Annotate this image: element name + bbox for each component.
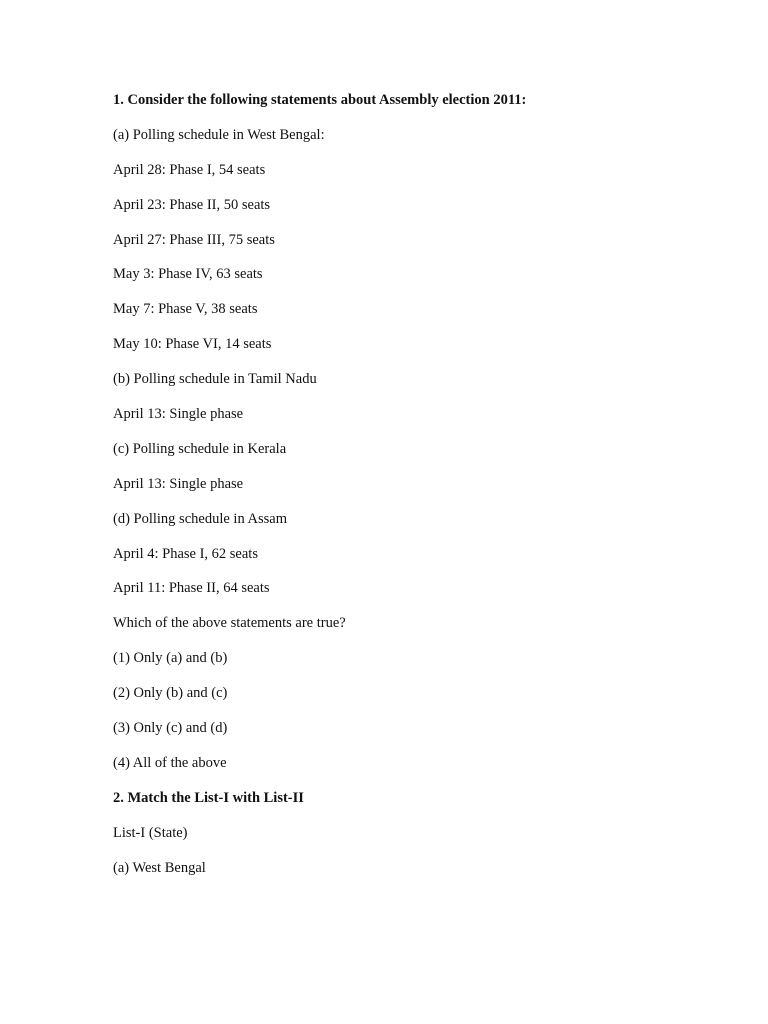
west-bengal-label: (a) Polling schedule in West Bengal: (113, 126, 325, 143)
answer-option-4: (4) All of the above (113, 754, 227, 771)
west-bengal-phase-2: April 23: Phase II, 50 seats (113, 196, 271, 213)
tamil-nadu-phase: April 13: Single phase (113, 406, 244, 423)
assam-phase-2: April 11: Phase II, 64 seats (113, 580, 270, 597)
answer-option-3: (3) Only (c) and (d) (113, 720, 228, 737)
kerala-label: (c) Polling schedule in Kerala (113, 440, 287, 457)
west-bengal-phase-4: May 3: Phase IV, 63 seats (113, 266, 263, 283)
answer-option-1: (1) Only (a) and (b) (113, 650, 228, 667)
west-bengal-phase-5: May 7: Phase V, 38 seats (113, 301, 258, 318)
list-1-item-a: (a) West Bengal (113, 859, 206, 876)
question-1-heading: 1. Consider the following statements about Assembly election 2011: (113, 92, 527, 108)
west-bengal-phase-1: April 28: Phase I, 54 seats (113, 161, 266, 178)
answer-option-2: (2) Only (b) and (c) (113, 685, 228, 702)
question-2-heading: 2. Match the List-I with List-II (113, 789, 304, 806)
assam-label: (d) Polling schedule in Assam (113, 510, 287, 527)
west-bengal-phase-6: May 10: Phase VI, 14 seats (113, 336, 272, 353)
tamil-nadu-label: (b) Polling schedule in Tamil Nadu (113, 371, 317, 388)
assam-phase-1: April 4: Phase I, 62 seats (113, 545, 258, 562)
west-bengal-phase-3: April 27: Phase III, 75 seats (113, 231, 275, 248)
question-1-prompt: Which of the above statements are true? (113, 615, 346, 632)
kerala-phase: April 13: Single phase (113, 475, 244, 492)
document-page (113, 90, 733, 892)
list-1-label: List-I (State) (113, 824, 188, 841)
